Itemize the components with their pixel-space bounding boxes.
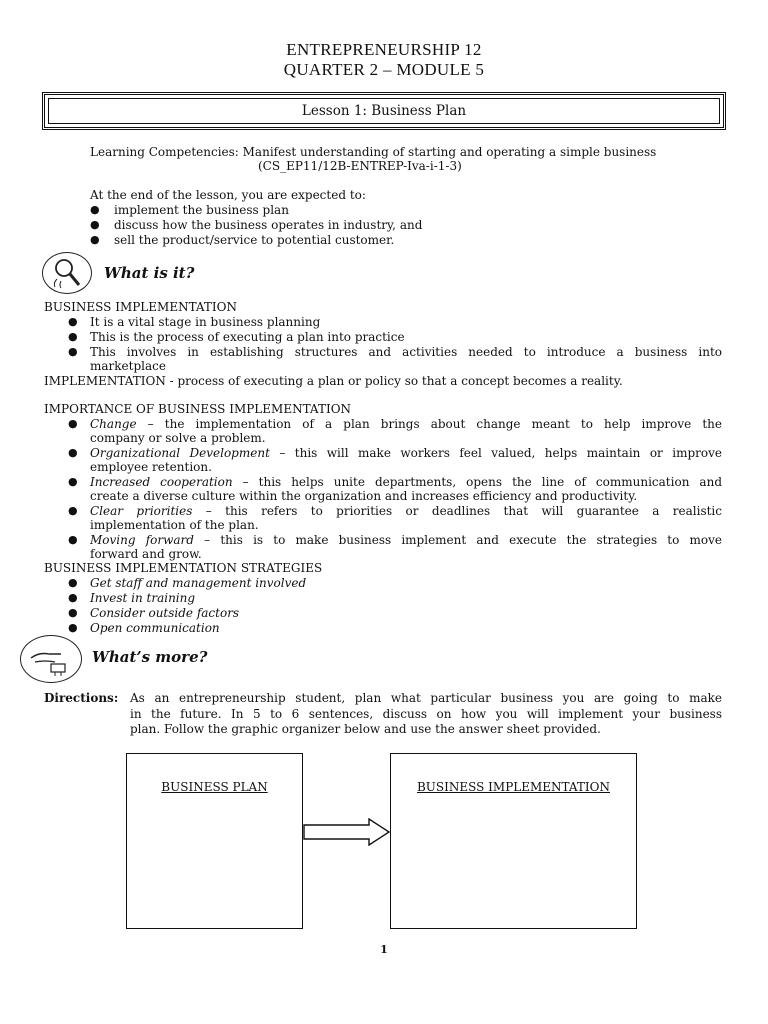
bullet-icon: ● [90,233,100,246]
importance-desc: – the implementation of a plan brings about change meant to help improve the [136,417,722,431]
bullet-icon: ● [68,315,78,328]
document-title: ENTREPRENEURSHIP 12 [286,40,482,59]
strategy-item: Consider outside factors [90,606,240,620]
section-title: IMPORTANCE OF BUSINESS IMPLEMENTATION [44,402,352,416]
bullet-icon: ● [68,533,78,546]
implementation-definition: IMPLEMENTATION - process of executing a plan or policy so that a concept becomes a reality. [44,374,623,388]
magnifying-glass-icon [42,252,92,294]
bullet-icon: ● [68,345,78,358]
right-arrow-icon [303,818,391,850]
strategy-item: Invest in training [90,591,196,605]
importance-desc-cont: employee retention. [90,460,212,474]
importance-desc: – this is to make business implement and execute the strategies to move [193,533,723,547]
strategy-item: Get staff and management involved [90,576,307,590]
bullet-icon: ● [68,475,78,488]
objective-item: sell the product/service to potential customer. [114,233,395,247]
list-item-continuation: marketplace [90,359,166,373]
bullet-icon: ● [68,417,78,430]
business-implementation-label: BUSINESS IMPLEMENTATION [416,780,610,794]
importance-desc-cont: forward and grow. [90,547,202,561]
importance-item [90,446,722,461]
strategy-item: Open communication [90,621,220,635]
objective-item: implement the business plan [114,203,289,217]
importance-term: Change [90,417,137,431]
document-subtitle: QUARTER 2 – MODULE 5 [283,60,485,79]
importance-desc-cont: create a diverse culture within the organization and increases efficiency and productivity. [90,489,638,503]
page-number: 1 [380,943,388,956]
business-plan-box [126,753,303,929]
bullet-icon: ● [68,591,78,604]
importance-desc: – this refers to priorities or deadlines that will guarantee a realistic [192,504,722,518]
business-implementation-box [390,753,637,929]
what-is-it-heading: What is it? [104,264,195,282]
importance-term: Organizational Development [90,446,270,460]
bullet-icon: ● [68,576,78,589]
importance-term: Moving forward [90,533,194,547]
competencies-text: Learning Competencies: Manifest understanding of starting and operating a simple business [90,145,657,159]
importance-desc: – this will make workers feel valued, helps maintain or improve [269,446,722,460]
importance-item [90,417,722,432]
list-item: It is a vital stage in business planning [90,315,321,329]
bullet-icon: ● [68,504,78,517]
importance-item [90,475,722,490]
section-title: BUSINESS IMPLEMENTATION [44,300,238,314]
importance-term: Increased cooperation [90,475,233,489]
bullet-icon: ● [90,203,100,216]
directions-text: plan. Follow the graphic organizer below and use the answer sheet provided. [130,722,601,736]
directions-label: Directions: [44,691,119,705]
hand-pointing-icon [20,635,82,683]
objectives-intro: At the end of the lesson, you are expected to: [90,188,366,202]
importance-term: Clear priorities [90,504,193,518]
importance-item [90,504,722,519]
business-plan-label: BUSINESS PLAN [161,780,268,794]
list-item: This involves in establishing structures and activities needed to introduce a business into [90,345,722,359]
directions-text: As an entrepreneurship student, plan what particular business you are going to make [130,691,722,705]
objective-item: discuss how the business operates in industry, and [114,218,423,232]
importance-desc-cont: company or solve a problem. [90,431,266,445]
importance-desc: – this helps unite departments, opens the line of communication and [232,475,722,489]
lesson-title: Lesson 1: Business Plan [48,98,720,124]
section-title: BUSINESS IMPLEMENTATION STRATEGIES [44,561,323,575]
importance-desc-cont: implementation of the plan. [90,518,259,532]
directions-text: in the future. In 5 to 6 sentences, discuss on how you will implement your business [130,707,722,721]
competencies-code: (CS_EP11/12B-ENTREP-Iva-i-1-3) [258,159,462,173]
bullet-icon: ● [68,446,78,459]
bullet-icon: ● [68,330,78,343]
bullet-icon: ● [68,606,78,619]
importance-item [90,533,722,548]
list-item: This is the process of executing a plan into practice [90,330,405,344]
bullet-icon: ● [68,621,78,634]
lesson-title-box [42,92,726,130]
whats-more-heading: What’s more? [92,648,208,666]
bullet-icon: ● [90,218,100,231]
